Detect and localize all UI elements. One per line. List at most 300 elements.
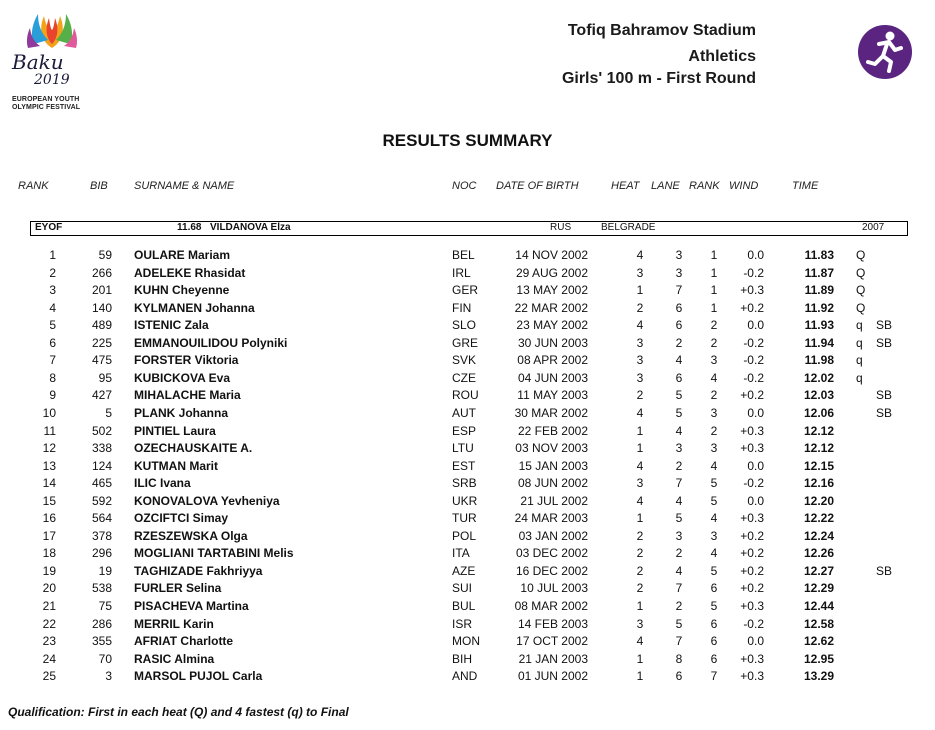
heat-rank: 7 xyxy=(710,669,718,684)
bib: 427 xyxy=(91,388,112,403)
noc: MON xyxy=(452,634,480,649)
lane: 5 xyxy=(675,511,683,526)
running-athlete-icon xyxy=(857,24,913,80)
heat-rank: 4 xyxy=(710,546,718,561)
lane: 4 xyxy=(675,563,683,578)
table-row xyxy=(0,424,935,442)
time: 12.95 xyxy=(803,651,834,666)
wind: +0.3 xyxy=(740,669,764,684)
table-row xyxy=(0,388,935,406)
date-of-birth: 22 FEB 2002 xyxy=(517,423,588,438)
lane: 2 xyxy=(675,458,683,473)
heat-rank: 6 xyxy=(710,651,718,666)
wind: +0.2 xyxy=(740,563,764,578)
date-of-birth: 30 JUN 2003 xyxy=(517,335,588,350)
heat-rank: 2 xyxy=(710,388,718,403)
lane: 4 xyxy=(675,353,683,368)
table-row xyxy=(0,371,935,389)
heat-rank: 1 xyxy=(710,300,718,315)
athlete-name: FORSTER Viktoria xyxy=(134,353,239,368)
rank: 22 xyxy=(42,616,56,631)
col-header-dob: DATE OF BIRTH xyxy=(496,180,579,192)
noc: ISR xyxy=(452,616,473,631)
time: 11.98 xyxy=(804,353,834,368)
col-header-noc: NOC xyxy=(452,180,477,192)
bib: 19 xyxy=(98,563,112,578)
wind: +0.2 xyxy=(740,300,764,315)
heat-rank: 4 xyxy=(710,370,718,385)
rank: 9 xyxy=(49,388,56,403)
bib: 502 xyxy=(91,423,112,438)
lane: 2 xyxy=(675,599,683,613)
athlete-name: OULARE Mariam xyxy=(134,248,231,262)
heat: 2 xyxy=(636,300,644,315)
rank: 18 xyxy=(42,546,56,561)
bib: 296 xyxy=(91,546,112,561)
time: 12.03 xyxy=(803,388,834,403)
bib: 286 xyxy=(91,616,112,631)
heat: 4 xyxy=(636,248,644,262)
table-row xyxy=(0,494,935,512)
noc: UKR xyxy=(452,493,478,508)
table-row xyxy=(0,581,935,599)
heat: 3 xyxy=(636,370,644,385)
rank: 25 xyxy=(42,669,56,684)
rank: 3 xyxy=(49,283,56,298)
time: 12.06 xyxy=(803,405,834,420)
athlete-name: RZESZEWSKA Olga xyxy=(134,528,248,543)
heat: 3 xyxy=(636,335,644,350)
heat: 4 xyxy=(636,318,644,333)
lane: 3 xyxy=(675,248,683,262)
record-box xyxy=(30,221,908,236)
table-row xyxy=(0,652,935,670)
heat: 1 xyxy=(636,669,644,684)
lane: 8 xyxy=(675,651,683,666)
noc: SLO xyxy=(452,318,477,333)
heat: 2 xyxy=(636,581,644,596)
bib: 3 xyxy=(105,669,112,684)
time: 12.24 xyxy=(803,528,834,543)
rank: 21 xyxy=(42,599,56,613)
time: 12.44 xyxy=(803,599,834,613)
heat: 3 xyxy=(636,353,644,368)
wind: 0.0 xyxy=(747,458,764,473)
heat-rank: 5 xyxy=(710,493,718,508)
table-row xyxy=(0,634,935,652)
table-row xyxy=(0,266,935,284)
noc: ROU xyxy=(452,388,479,403)
date-of-birth: 24 MAR 2003 xyxy=(514,511,588,526)
date-of-birth: 13 MAY 2002 xyxy=(516,283,588,298)
heat-rank: 1 xyxy=(710,265,718,280)
time: 11.92 xyxy=(804,300,834,315)
heat: 1 xyxy=(636,511,644,526)
heat: 1 xyxy=(636,441,644,456)
event-title: Girls' 100 m - First Round xyxy=(561,70,756,87)
heat-rank: 5 xyxy=(710,599,718,613)
noc: AZE xyxy=(452,563,476,578)
table-row xyxy=(0,459,935,477)
bib: 475 xyxy=(91,353,112,368)
noc: ESP xyxy=(452,423,477,438)
lane: 7 xyxy=(675,634,683,649)
wind: +0.3 xyxy=(740,651,764,666)
date-of-birth: 21 JAN 2003 xyxy=(518,651,588,666)
wind: 0.0 xyxy=(747,405,764,420)
heat-rank: 2 xyxy=(710,423,718,438)
heat: 1 xyxy=(636,423,644,438)
date-of-birth: 23 MAY 2002 xyxy=(516,318,588,333)
table-row xyxy=(0,353,935,371)
season-best-mark: SB xyxy=(876,335,893,350)
heat: 4 xyxy=(636,634,644,649)
bib: 201 xyxy=(91,283,112,298)
table-row xyxy=(0,564,935,582)
athlete-name: PISACHEVA Martina xyxy=(134,599,249,613)
qualification-mark: Q xyxy=(856,300,866,315)
date-of-birth: 16 DEC 2002 xyxy=(515,563,588,578)
rank: 14 xyxy=(42,476,56,491)
lane: 5 xyxy=(675,616,683,631)
athlete-name: KUHN Cheyenne xyxy=(134,283,230,298)
table-row xyxy=(0,669,935,687)
time: 13.29 xyxy=(803,669,834,684)
noc: BEL xyxy=(452,248,475,262)
record-year: 2007 xyxy=(862,222,885,233)
table-row xyxy=(0,476,935,494)
wind: +0.3 xyxy=(740,283,764,298)
athlete-name: MARSOL PUJOL Carla xyxy=(134,669,263,684)
athlete-name: MOGLIANI TARTABINI Melis xyxy=(134,546,294,561)
qualification-mark: q xyxy=(856,335,863,350)
time: 12.12 xyxy=(803,441,834,456)
athlete-name: ISTENIC Zala xyxy=(134,318,209,333)
time: 11.87 xyxy=(804,265,834,280)
col-header-time: TIME xyxy=(792,180,819,192)
heat-rank: 3 xyxy=(710,528,718,543)
bib: 266 xyxy=(91,265,112,280)
table-row xyxy=(0,248,935,266)
table-row xyxy=(0,441,935,459)
wind: 0.0 xyxy=(747,493,764,508)
athlete-name: PINTIEL Laura xyxy=(134,423,216,438)
wind: +0.2 xyxy=(740,581,764,596)
table-row xyxy=(0,283,935,301)
noc: CZE xyxy=(452,370,476,385)
table-row xyxy=(0,336,935,354)
table-row xyxy=(0,529,935,547)
bib: 592 xyxy=(91,493,112,508)
bib: 564 xyxy=(91,511,112,526)
rank: 2 xyxy=(49,265,56,280)
table-row xyxy=(0,301,935,319)
table-row xyxy=(0,617,935,635)
bib: 538 xyxy=(91,581,112,596)
page-title: RESULTS SUMMARY xyxy=(382,131,553,150)
logo-line-2: OLYMPIC FESTIVAL xyxy=(12,104,81,111)
col-header-wind: WIND xyxy=(729,180,759,192)
rank: 11 xyxy=(43,423,56,438)
heat-rank: 4 xyxy=(710,458,718,473)
wind: +0.3 xyxy=(740,511,764,526)
heat: 4 xyxy=(636,458,644,473)
date-of-birth: 17 OCT 2002 xyxy=(516,634,588,649)
noc: SUI xyxy=(452,581,473,596)
time: 12.16 xyxy=(803,476,834,491)
bib: 59 xyxy=(98,248,112,262)
athlete-name: RASIC Almina xyxy=(134,651,215,666)
noc: BUL xyxy=(452,599,476,613)
time: 12.15 xyxy=(803,458,834,473)
record-noc: RUS xyxy=(550,222,572,233)
time: 12.22 xyxy=(803,511,834,526)
heat: 2 xyxy=(636,388,644,403)
lane: 4 xyxy=(675,423,683,438)
heat-rank: 3 xyxy=(710,441,718,456)
time: 11.94 xyxy=(804,335,834,350)
lane: 5 xyxy=(675,388,683,403)
athlete-name: EMMANOUILIDOU Polyniki xyxy=(134,335,288,350)
time: 12.29 xyxy=(803,581,834,596)
qualification-mark: q xyxy=(856,370,863,385)
rank: 23 xyxy=(42,634,56,649)
wind: +0.3 xyxy=(740,599,764,613)
bib: 124 xyxy=(91,458,112,473)
record-label: EYOF xyxy=(35,222,63,233)
rank: 8 xyxy=(49,370,56,385)
noc: IRL xyxy=(452,265,471,280)
lane: 7 xyxy=(675,581,683,596)
record-value: 11.68 xyxy=(177,222,202,233)
wind: 0.0 xyxy=(747,248,764,262)
heat-rank: 3 xyxy=(710,353,718,368)
date-of-birth: 14 FEB 2003 xyxy=(517,616,588,631)
lane: 3 xyxy=(675,441,683,456)
date-of-birth: 03 DEC 2002 xyxy=(515,546,588,561)
date-of-birth: 03 JAN 2002 xyxy=(518,528,588,543)
heat-rank: 3 xyxy=(710,405,718,420)
heat: 3 xyxy=(636,265,644,280)
table-row xyxy=(0,511,935,529)
col-header-heat: HEAT xyxy=(611,180,640,192)
wind: -0.2 xyxy=(743,353,764,368)
time: 12.12 xyxy=(803,423,834,438)
athlete-name: AFRIAT Charlotte xyxy=(134,634,234,649)
date-of-birth: 08 APR 2002 xyxy=(517,353,588,368)
wind: +0.2 xyxy=(740,388,764,403)
athlete-name: MERRIL Karin xyxy=(134,616,214,631)
col-header-name: SURNAME & NAME xyxy=(134,180,235,192)
bib: 225 xyxy=(91,335,112,350)
date-of-birth: 08 JUN 2002 xyxy=(517,476,588,491)
time: 12.26 xyxy=(803,546,834,561)
wind: -0.2 xyxy=(743,265,764,280)
noc: AND xyxy=(452,669,478,684)
rank: 24 xyxy=(42,651,56,666)
season-best-mark: SB xyxy=(876,405,893,420)
heat-rank: 5 xyxy=(710,563,718,578)
date-of-birth: 01 JUN 2002 xyxy=(517,669,588,684)
lane: 6 xyxy=(675,300,683,315)
bib: 140 xyxy=(91,300,112,315)
heat: 2 xyxy=(636,528,644,543)
heat: 2 xyxy=(636,563,644,578)
lane: 6 xyxy=(675,370,683,385)
athlete-name: KUTMAN Marit xyxy=(134,458,218,473)
heat: 1 xyxy=(636,651,644,666)
heat-rank: 4 xyxy=(710,511,718,526)
noc: LTU xyxy=(452,441,474,456)
time: 12.02 xyxy=(803,370,834,385)
wind: +0.2 xyxy=(740,546,764,561)
noc: SRB xyxy=(452,476,477,491)
sport-title: Athletics xyxy=(688,48,756,65)
bib: 70 xyxy=(98,651,112,666)
rank: 7 xyxy=(49,353,56,368)
col-header-bib: BIB xyxy=(90,180,108,192)
date-of-birth: 11 MAY 2003 xyxy=(517,388,588,403)
table-row xyxy=(0,599,935,617)
rank: 16 xyxy=(42,511,56,526)
flame-emblem-icon xyxy=(22,4,82,52)
rank: 10 xyxy=(42,405,56,420)
wind: -0.2 xyxy=(743,616,764,631)
date-of-birth: 10 JUL 2003 xyxy=(520,581,588,596)
col-header-rank: RANK xyxy=(18,180,49,192)
athlete-name: KYLMANEN Johanna xyxy=(134,300,255,315)
athlete-name: PLANK Johanna xyxy=(134,405,229,420)
qualification-mark: Q xyxy=(856,265,866,280)
season-best-mark: SB xyxy=(876,318,893,333)
table-row xyxy=(0,546,935,564)
rank: 1 xyxy=(49,248,56,262)
lane: 2 xyxy=(675,335,683,350)
lane: 7 xyxy=(675,283,683,298)
table-row xyxy=(0,406,935,424)
wind: -0.2 xyxy=(743,370,764,385)
heat-rank: 6 xyxy=(710,616,718,631)
rank: 13 xyxy=(42,458,56,473)
lane: 4 xyxy=(675,493,683,508)
heat-rank: 2 xyxy=(710,335,718,350)
athlete-name: ILIC Ivana xyxy=(134,476,191,491)
lane: 2 xyxy=(675,546,683,561)
lane: 6 xyxy=(675,669,683,684)
heat-rank: 5 xyxy=(710,476,718,491)
qualification-mark: q xyxy=(856,318,863,333)
athlete-name: TAGHIZADE Fakhriyya xyxy=(134,563,263,578)
lane: 7 xyxy=(675,476,683,491)
bib: 489 xyxy=(91,318,112,333)
lane: 5 xyxy=(675,405,683,420)
heat: 3 xyxy=(636,476,644,491)
heat: 4 xyxy=(636,405,644,420)
noc: ITA xyxy=(452,546,470,561)
venue-title: Tofiq Bahramov Stadium xyxy=(567,22,756,39)
qualification-mark: Q xyxy=(856,248,866,262)
time: 12.62 xyxy=(803,634,834,649)
record-holder: VILDANOVA Elza xyxy=(210,222,291,233)
date-of-birth: 14 NOV 2002 xyxy=(515,248,588,262)
noc: POL xyxy=(452,528,477,543)
date-of-birth: 22 MAR 2002 xyxy=(514,300,588,315)
heat: 2 xyxy=(636,546,644,561)
lane: 3 xyxy=(675,265,683,280)
date-of-birth: 15 JAN 2003 xyxy=(518,458,588,473)
rank: 20 xyxy=(42,581,56,596)
wind: 0.0 xyxy=(747,318,764,333)
wind: 0.0 xyxy=(747,634,764,649)
bib: 5 xyxy=(105,405,112,420)
noc: AUT xyxy=(452,405,476,420)
bib: 338 xyxy=(91,441,112,456)
heat-rank: 1 xyxy=(710,248,718,262)
bib: 465 xyxy=(91,476,112,491)
table-row xyxy=(0,318,935,336)
time: 11.89 xyxy=(804,283,834,298)
rank: 17 xyxy=(42,528,56,543)
rank: 15 xyxy=(42,493,56,508)
col-header-heat-rank: RANK xyxy=(689,180,720,192)
heat-rank: 1 xyxy=(710,283,718,298)
col-header-lane: LANE xyxy=(651,180,680,192)
date-of-birth: 29 AUG 2002 xyxy=(515,265,588,280)
athlete-name: MIHALACHE Maria xyxy=(134,388,241,403)
bib: 75 xyxy=(98,599,112,613)
rank: 4 xyxy=(49,300,56,315)
athlete-name: OZCIFTCI Simay xyxy=(134,511,229,526)
lane: 3 xyxy=(675,528,683,543)
athlete-name: FURLER Selina xyxy=(134,581,222,596)
heat-rank: 6 xyxy=(710,634,718,649)
noc: GER xyxy=(452,283,479,298)
logo-year-text: 2019 xyxy=(34,72,70,88)
date-of-birth: 03 NOV 2003 xyxy=(515,441,588,456)
record-place: BELGRADE xyxy=(601,222,656,233)
season-best-mark: SB xyxy=(876,388,893,403)
heat: 1 xyxy=(636,283,644,298)
date-of-birth: 04 JUN 2003 xyxy=(517,370,588,385)
qualification-mark: Q xyxy=(856,283,866,298)
heat: 4 xyxy=(636,493,644,508)
bib: 95 xyxy=(98,370,112,385)
wind: +0.3 xyxy=(740,423,764,438)
athlete-name: KUBICKOVA Eva xyxy=(134,370,231,385)
noc: FIN xyxy=(452,300,472,315)
logo-line-1: EUROPEAN YOUTH xyxy=(12,96,80,103)
lane: 6 xyxy=(675,318,683,333)
season-best-mark: SB xyxy=(876,563,893,578)
date-of-birth: 30 MAR 2002 xyxy=(514,405,588,420)
wind: -0.2 xyxy=(743,476,764,491)
athlete-name: KONOVALOVA Yevheniya xyxy=(134,493,280,508)
date-of-birth: 21 JUL 2002 xyxy=(520,493,588,508)
noc: BIH xyxy=(452,651,473,666)
heat: 3 xyxy=(636,616,644,631)
noc: EST xyxy=(452,458,476,473)
wind: -0.2 xyxy=(743,335,764,350)
rank: 12 xyxy=(42,441,56,456)
time: 12.27 xyxy=(803,563,834,578)
time: 11.83 xyxy=(804,248,834,262)
bib: 355 xyxy=(91,634,112,649)
athlete-name: OZECHAUSKAITE A. xyxy=(134,441,253,456)
time: 11.93 xyxy=(804,318,834,333)
qualification-note: Qualification: First in each heat (Q) and 4 fastest (q) to Final xyxy=(8,705,349,719)
heat-rank: 6 xyxy=(710,581,718,596)
noc: TUR xyxy=(452,511,477,526)
